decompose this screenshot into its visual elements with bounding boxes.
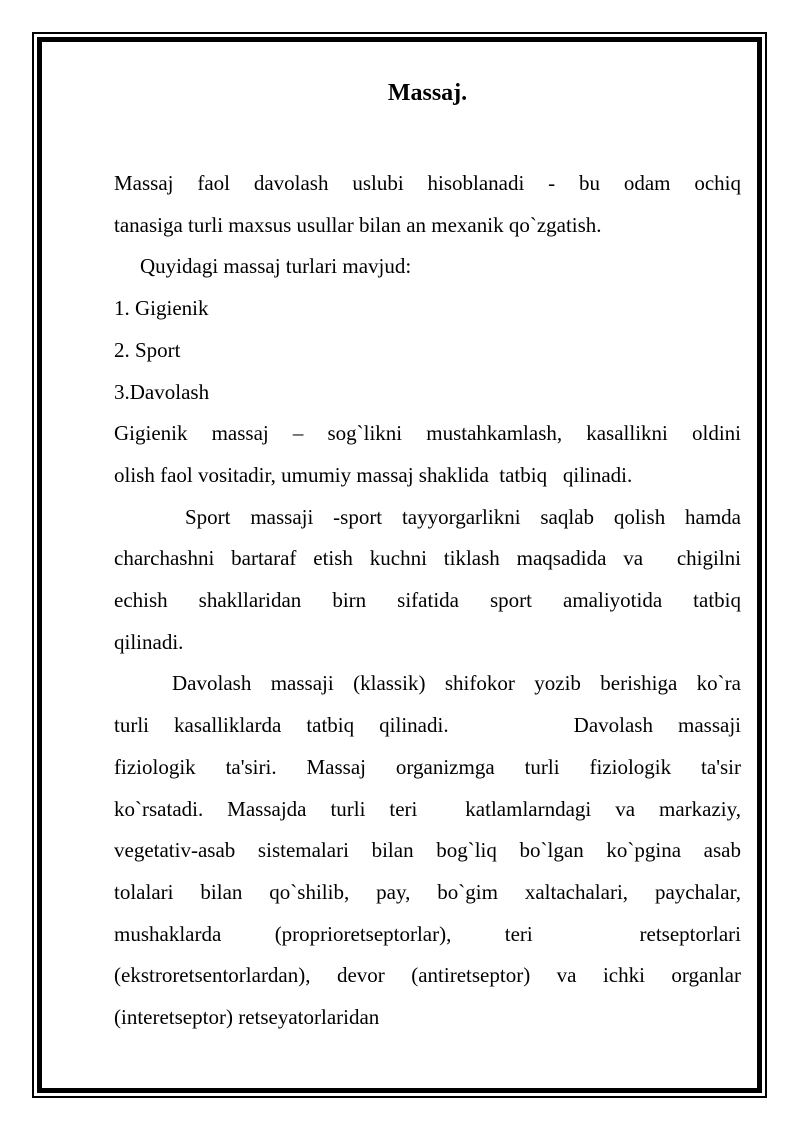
text-line: Massaj faol davolash uslubi hisoblanadi - bu odam ochiq (114, 171, 741, 195)
text-line: tanasiga turli maxsus usullar bilan an mexanik qo`zgatish. (114, 212, 602, 237)
text-line: (ekstroretsentorlardan), devor (antiretseptor) va ichki organlar (114, 963, 741, 988)
document-body (114, 163, 741, 1039)
text-line: qilinadi. (114, 629, 184, 654)
text-line: tolalari bilan qo`shilib, pay, bo`gim xaltachalari, paychalar, (114, 879, 741, 904)
text-line: charchashni bartaraf etish kuchni tiklash maqsadida va chigilni (114, 546, 741, 571)
text-line: olish faol vositadir, umumiy massaj shaklida tatbiq qilinadi. (114, 462, 633, 487)
text-line: 1. Gigienik (114, 296, 209, 321)
text-line: ko`rsatadi. Massajda turli teri katlamlarndagi va markaziy, (114, 796, 741, 821)
page-border-frame (32, 32, 767, 1098)
text-line: 3.Davolash (114, 379, 210, 404)
text-line: Davolash massaji (klassik) shifokor yozib berishiga ko`ra (172, 671, 741, 696)
text-line: echish shakllaridan birn sifatida sport amaliyotida tatbiq (114, 588, 741, 613)
text-line: 2. Sport (114, 337, 181, 362)
text-line: Gigienik massaj – sog`likni mustahkamlash, kasallikni oldini (114, 421, 741, 446)
text-line: fiziologik ta'siri. Massaj organizmga turli fiziologik ta'sir (114, 754, 741, 779)
page-content (42, 42, 757, 1088)
text-line: turli kasalliklarda tatbiq qilinadi. Davolash massaji (114, 713, 741, 738)
text-line: (interetseptor) retseyatorlaridan (114, 1005, 380, 1030)
text-line: mushaklarda (proprioretseptorlar), teri retseptorlari (114, 921, 741, 946)
document-title: Massaj. (387, 80, 468, 106)
text-line: Quyidagi massaj turlari mavjud: (140, 254, 412, 279)
text-line: Sport massaji -sport tayyorgarlikni saqlab qolish hamda (185, 504, 741, 529)
page-border-frame-inner (37, 37, 762, 1093)
text-line: vegetativ-asab sistemalari bilan bog`liq bo`lgan ko`pgina asab (114, 838, 741, 863)
